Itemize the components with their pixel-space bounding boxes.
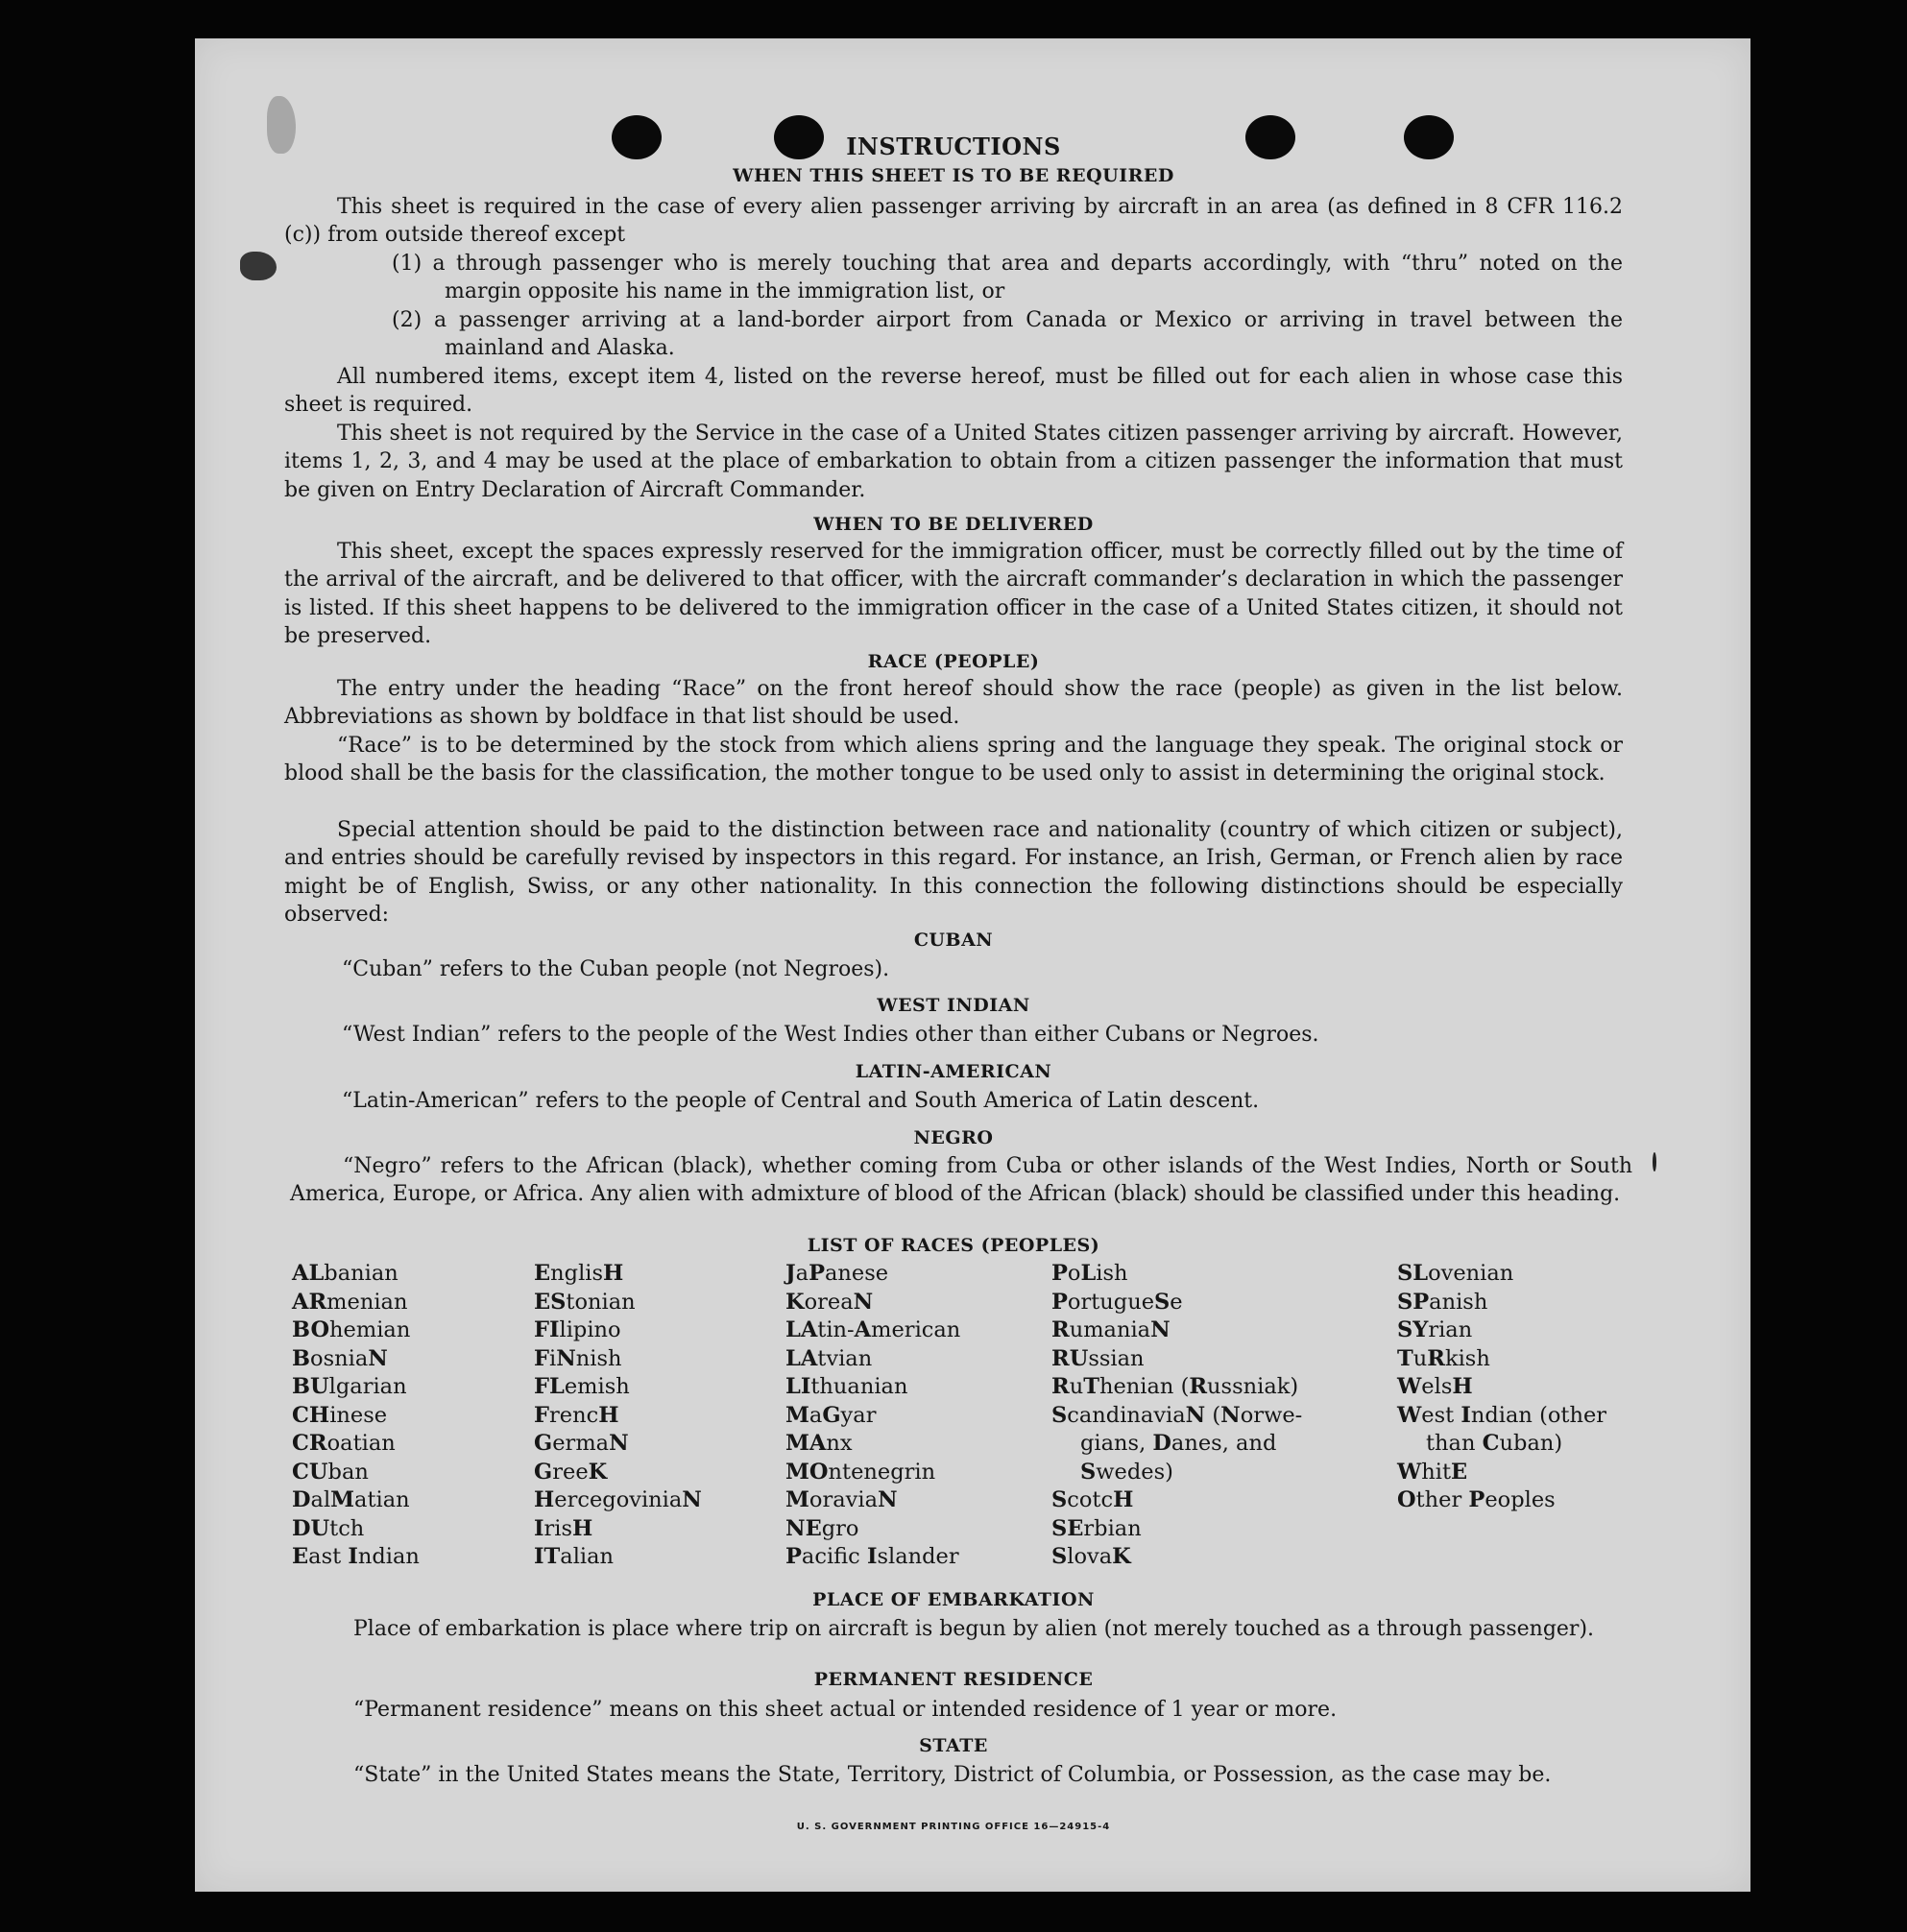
race-entry: EStonian	[534, 1289, 636, 1315]
races-column-1	[292, 1260, 420, 1572]
race-entry: Pacifc Islander	[785, 1544, 959, 1569]
list-item-exception-1: (1) a through passenger who is merely touching that area and departs accordingly, with “thru” noted on the margin opposite his name in the immigration list, or	[392, 252, 1623, 304]
race-entry: ARmenian	[292, 1289, 408, 1315]
race-entry: GreeK	[534, 1459, 608, 1485]
race-entry: FiNnish	[534, 1345, 622, 1371]
race-entry: WelsH	[1397, 1374, 1473, 1399]
races-column-2	[534, 1260, 702, 1572]
race-entry: West Indian (other	[1397, 1402, 1607, 1428]
para-delivered: This sheet, except the spaces expressly reserved for the immigration officer, must be correctly filled out by the time of the arrival of the aircraft, and be delivered to that officer, with the aircraft commander’s declaration in which the passenger is listed. If this sheet happens to be delivered to the immigration officer in the case of a United States citizen, it should not be preserved.	[284, 540, 1623, 649]
race-entry: FIlipino	[534, 1317, 621, 1342]
races-column-3	[785, 1260, 960, 1572]
race-entry: BUlgarian	[292, 1374, 407, 1399]
para-required-intro: This sheet is required in the case of every alien passenger arriving by aircraft in an area (as defined in 8 CFR 116.2 (c)) from outside thereof except	[284, 195, 1623, 248]
para-negro: “Negro” refers to the African (black), whether coming from Cuba or other islands of the West Indies, North or South America, Europe, or Africa. Any alien with admixture of blood of the African (black) should be classified under this heading.	[290, 1154, 1632, 1207]
race-entry: PortugueSe	[1051, 1289, 1183, 1315]
heading-state: STATE	[919, 1735, 988, 1756]
race-entry: MaGyar	[785, 1402, 877, 1428]
heading-west-indian: WEST INDIAN	[877, 995, 1030, 1016]
heading-cuban: CUBAN	[913, 930, 994, 951]
page-title: INSTRUCTIONS	[846, 133, 1061, 160]
para-citizen-not-required: This sheet is not required by the Service in the case of a United States citizen passenger arriving by aircraft. However, items 1, 2, 3, and 4 may be used at the place of embarkation to obtain from a citizen passenger the information that must be given on Entry Declaration of Aircraft Commander.	[284, 422, 1623, 502]
heading-latin-american: LATIN-AMERICAN	[855, 1061, 1052, 1082]
race-entry: BOhemian	[292, 1317, 411, 1342]
race-entry: NEgro	[785, 1515, 859, 1541]
race-entry: FLemish	[534, 1374, 630, 1399]
race-entry: JaPanese	[785, 1261, 889, 1286]
race-entry: WhitE	[1397, 1459, 1468, 1485]
race-entry: CUban	[292, 1459, 369, 1485]
race-entry: RUssian	[1051, 1345, 1145, 1371]
race-entry: SlovaK	[1051, 1544, 1131, 1569]
para-embarkation: Place of embarkation is place where trip on aircraft is begun by alien (not merely touched as a through passenger).	[353, 1617, 1595, 1641]
race-entry: DUtch	[292, 1515, 365, 1541]
heading-race: RACE (PEOPLE)	[867, 651, 1040, 672]
race-entry: KoreaN	[785, 1289, 874, 1315]
para-race-1: The entry under the heading “Race” on the front hereof should show the race (people) as given in the list below. Abbreviations as shown by boldface in that list should be used.	[284, 677, 1623, 730]
race-entry: than Cuban)	[1426, 1431, 1563, 1456]
para-state: “State” in the United States means the State, Territory, District of Columbia, or Possession, as the case may be.	[353, 1763, 1552, 1787]
race-entry: MAnx	[785, 1431, 853, 1456]
race-entry: TuRkish	[1397, 1345, 1490, 1371]
race-entry: ALbanian	[292, 1261, 398, 1286]
para-west-indian: “West Indian” refers to the people of the West Indies other than either Cubans or Negroes.	[342, 1023, 1319, 1047]
heading-delivered: WHEN TO BE DELIVERED	[813, 514, 1094, 535]
race-entry: SLovenian	[1397, 1261, 1514, 1286]
race-entry: MoraviaN	[785, 1487, 898, 1512]
para-numbered-items: All numbered items, except item 4, listed on the reverse hereof, must be filled out for each alien in whose case this sheet is required.	[284, 365, 1623, 418]
para-cuban: “Cuban” refers to the Cuban people (not Negroes).	[342, 957, 890, 981]
para-latin-american: “Latin-American” refers to the people of Central and South America of Latin descent.	[342, 1089, 1260, 1113]
race-entry: GermaN	[534, 1431, 629, 1456]
race-entry: DalMatian	[292, 1487, 410, 1512]
race-entry: CHinese	[292, 1402, 388, 1428]
race-entry: SPanish	[1397, 1289, 1488, 1315]
race-entry: EnglisH	[534, 1261, 624, 1286]
race-entry: IrisH	[534, 1515, 593, 1541]
list-item-exception-2: (2) a passenger arriving at a land-border airport from Canada or Mexico or arriving in travel between the mainland and Alaska.	[392, 308, 1623, 361]
race-entry: RumaniaN	[1051, 1317, 1171, 1342]
race-entry: ITalian	[534, 1544, 615, 1569]
race-entry: Swedes)	[1080, 1459, 1173, 1485]
race-entry: CRoatian	[292, 1431, 396, 1456]
race-entry: FrencH	[534, 1402, 619, 1428]
para-residence: “Permanent residence” means on this sheet actual or intended residence of 1 year or more.	[353, 1698, 1338, 1722]
race-entry: LAtvian	[785, 1345, 873, 1371]
para-race-3: Special attention should be paid to the distinction between race and nationality (country of which citizen or subject), and entries should be carefully revised by inspectors in this regard. For instance, an Irish, German, or French alien by race might be of English, Swiss, or any other nationality. In this connection the following distinctions should be especially observed:	[284, 818, 1623, 928]
race-entry: gians, Danes, and	[1080, 1431, 1277, 1456]
heading-embarkation: PLACE OF EMBARKATION	[812, 1589, 1095, 1610]
race-entry: ScandinaviaN (Norwe-	[1051, 1402, 1303, 1428]
heading-negro: NEGRO	[913, 1127, 994, 1148]
race-entry: ScotcH	[1051, 1487, 1134, 1512]
printing-office-footer: U. S. GOVERNMENT PRINTING OFFICE 16—24915-4	[796, 1822, 1111, 1832]
race-entry: LIthuanian	[785, 1374, 908, 1399]
race-entry: PoLish	[1051, 1261, 1128, 1286]
heading-list-of-races: LIST OF RACES (PEOPLES)	[807, 1235, 1100, 1256]
race-entry: BosniaN	[292, 1345, 388, 1371]
races-column-4	[1051, 1260, 1302, 1572]
heading-required: WHEN THIS SHEET IS TO BE REQUIRED	[733, 165, 1174, 186]
para-race-2: “Race” is to be determined by the stock from which aliens spring and the language they speak. The original stock or blood shall be the basis for the classification, the mother tongue to be used only to assist in determining the original stock.	[284, 734, 1623, 786]
race-entry: LAtin-American	[785, 1317, 961, 1342]
race-entry: East Indian	[292, 1544, 420, 1569]
races-column-5	[1397, 1260, 1606, 1515]
race-entry: RuThenian (Russniak)	[1051, 1374, 1299, 1399]
race-entry: MOntenegrin	[785, 1459, 936, 1485]
race-entry: HercegoviniaN	[534, 1487, 702, 1512]
race-entry: SYrian	[1397, 1317, 1473, 1342]
race-entry: SErbian	[1051, 1515, 1142, 1541]
heading-residence: PERMANENT RESIDENCE	[813, 1669, 1094, 1690]
race-entry: Other Peoples	[1397, 1487, 1556, 1512]
